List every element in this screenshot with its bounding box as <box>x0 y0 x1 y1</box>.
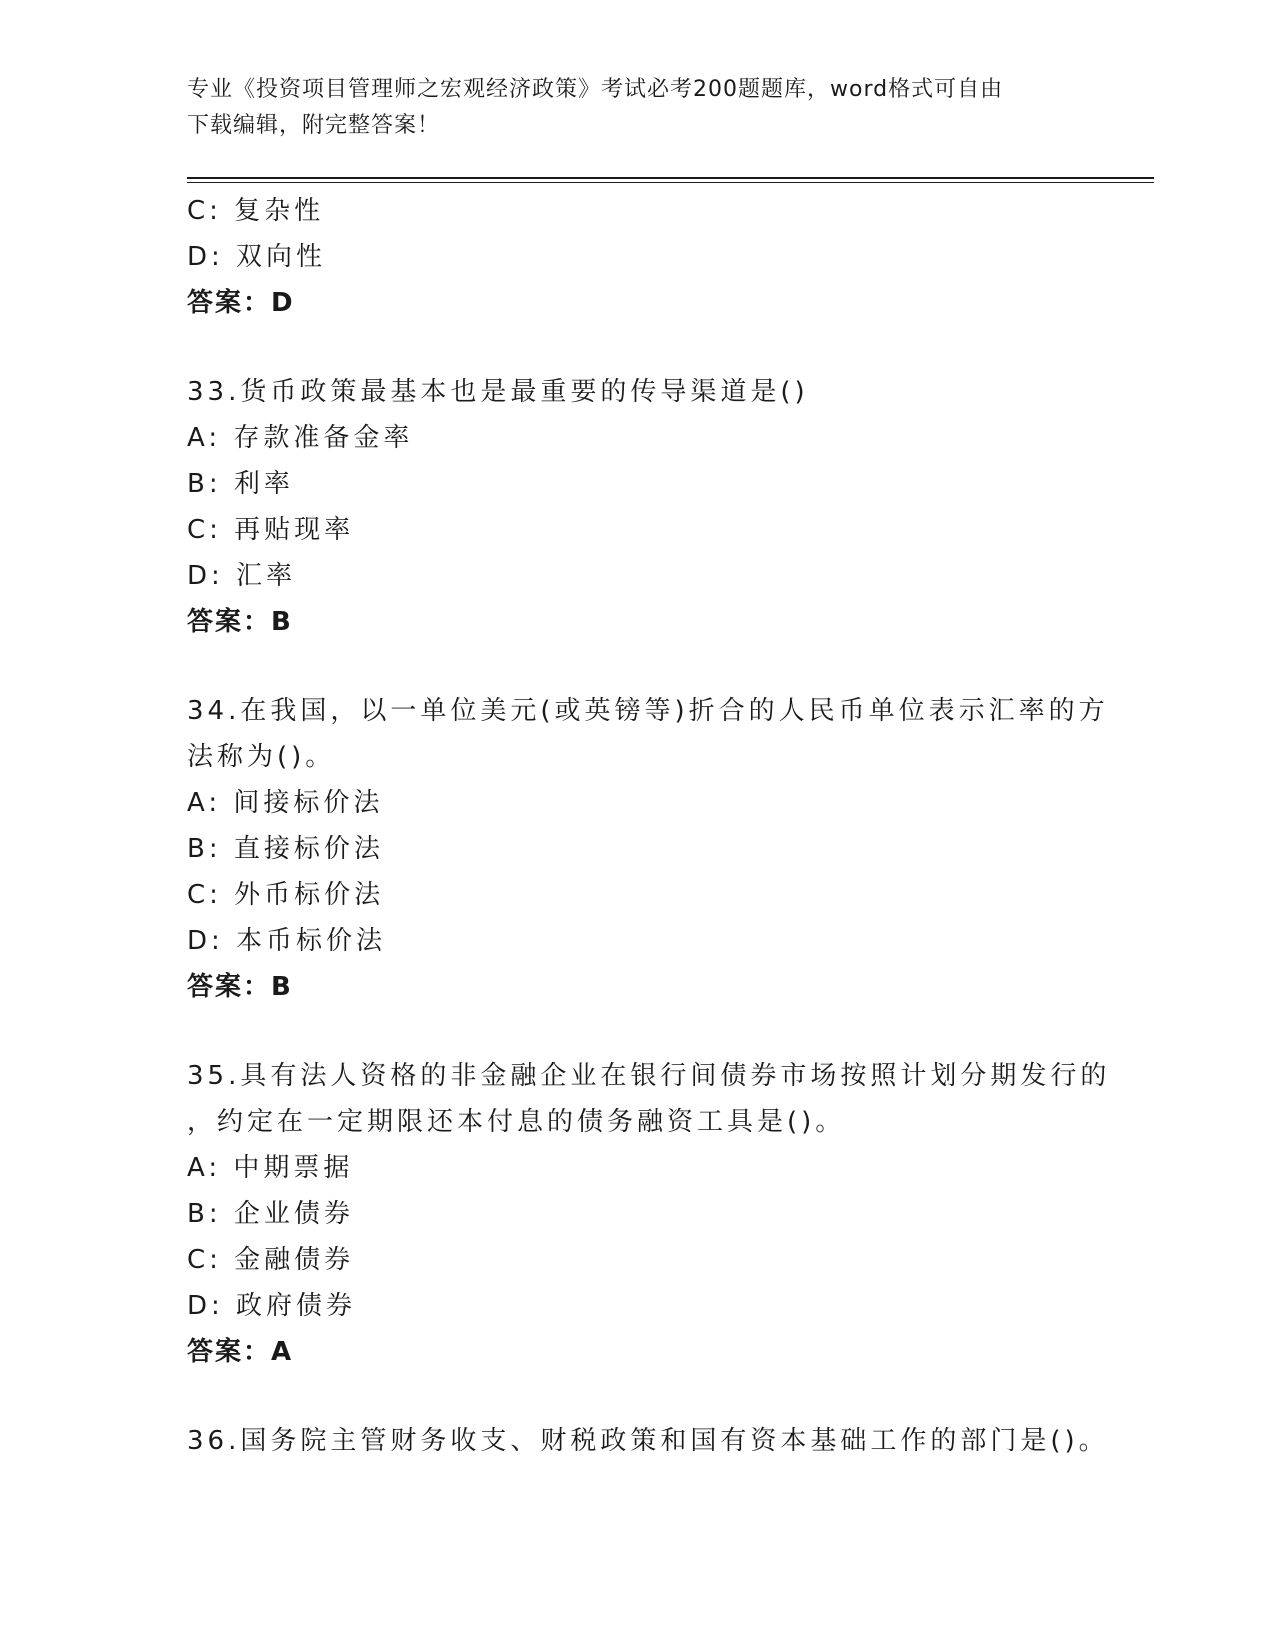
question-36 <box>187 1418 1109 1464</box>
question-stem: 33.货币政策最基本也是最重要的传导渠道是() <box>187 377 809 407</box>
option-a: A: 存款准备金率 <box>187 423 414 453</box>
question-stem-line-2: 法称为()。 <box>187 742 336 772</box>
option-b: B: 直接标价法 <box>187 834 384 864</box>
question-33 <box>187 369 1087 645</box>
answer: 答案：D <box>187 288 295 318</box>
option-a: A: 中期票据 <box>187 1153 354 1183</box>
option-c: C: 外币标价法 <box>187 880 385 910</box>
document-header <box>187 72 1067 144</box>
spacer <box>187 326 1087 369</box>
question-35 <box>187 1053 1111 1375</box>
question-32 <box>187 188 1087 326</box>
question-stem-line-1: 34.在我国，以一单位美元(或英镑等)折合的人民币单位表示汇率的方 <box>187 696 1109 726</box>
option-b: B: 利率 <box>187 469 294 499</box>
answer: 答案：B <box>187 607 293 637</box>
answer: 答案：B <box>187 972 293 1002</box>
header-divider-thick <box>187 177 1154 179</box>
option-b: B: 企业债券 <box>187 1199 354 1229</box>
option-c: C: 复杂性 <box>187 196 325 226</box>
question-stem: 36.国务院主管财务收支、财税政策和国有资本基础工作的部门是()。 <box>187 1426 1109 1456</box>
option-a: A: 间接标价法 <box>187 788 384 818</box>
option-d: D: 双向性 <box>187 242 327 272</box>
option-d: D: 政府债券 <box>187 1291 357 1321</box>
spacer <box>187 1375 1087 1418</box>
option-d: D: 本币标价法 <box>187 926 387 956</box>
header-divider-thin <box>187 182 1154 183</box>
question-stem-line-1: 35.具有法人资格的非金融企业在银行间债券市场按照计划分期发行的 <box>187 1061 1111 1091</box>
answer: 答案：A <box>187 1337 294 1367</box>
question-list <box>187 188 1111 1464</box>
spacer <box>187 645 1087 688</box>
question-34 <box>187 688 1109 1010</box>
header-line-2: 下载编辑，附完整答案！ <box>187 113 441 138</box>
spacer <box>187 1010 1087 1053</box>
option-c: C: 再贴现率 <box>187 515 355 545</box>
header-line-1: 专业《投资项目管理师之宏观经济政策》考试必考200题题库，word格式可自由 <box>187 77 1004 102</box>
option-d: D: 汇率 <box>187 561 297 591</box>
option-c: C: 金融债券 <box>187 1245 355 1275</box>
question-stem-line-2: ，约定在一定期限还本付息的债务融资工具是()。 <box>187 1107 846 1137</box>
